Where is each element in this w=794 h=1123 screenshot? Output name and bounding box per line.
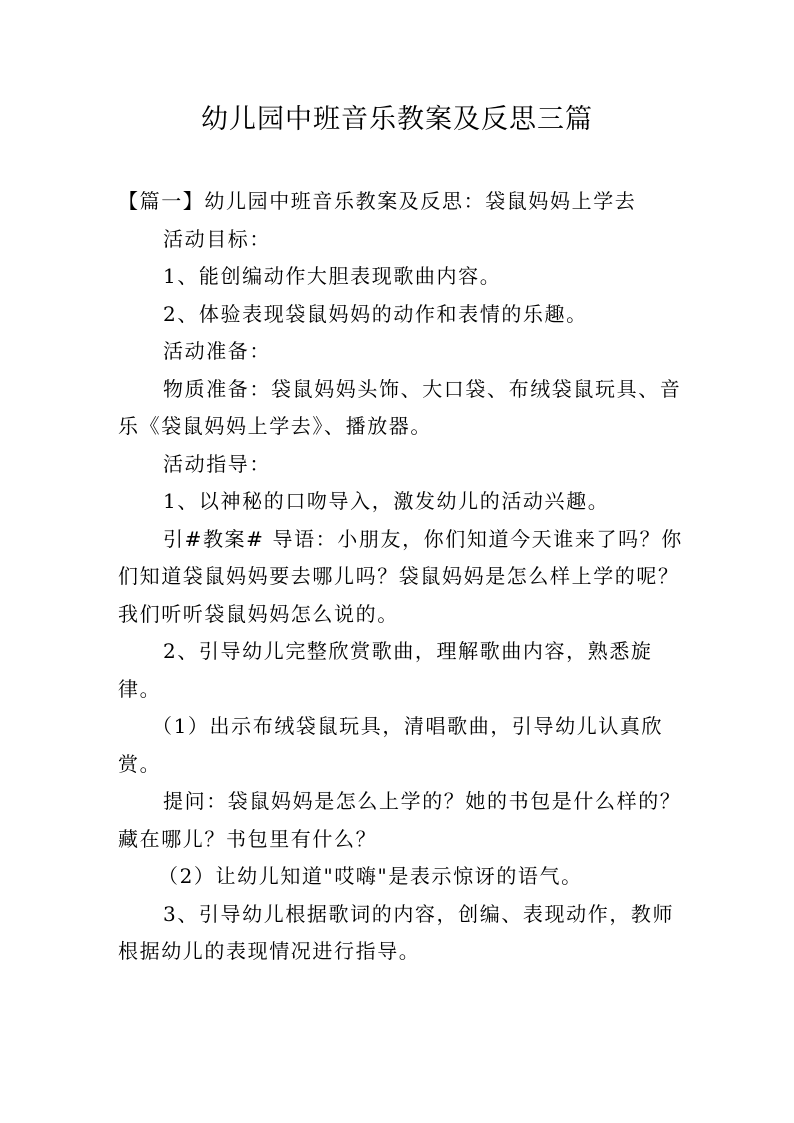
section-heading: 【篇一】幼儿园中班音乐教案及反思：袋鼠妈妈上学去: [118, 189, 637, 213]
paragraph: 2、引导幼儿完整欣赏歌曲，理解歌曲内容，熟悉旋律。: [118, 639, 653, 701]
paragraph: 活动准备：: [163, 339, 271, 363]
paragraph: 引#教案# 导语：小朋友，你们知道今天谁来了吗？你们知道袋鼠妈妈要去哪儿吗？袋鼠妈妈是怎么样上学的呢？我们听听袋鼠妈妈怎么说的。: [118, 526, 683, 626]
document-title: 幼儿园中班音乐教案及反思三篇: [201, 104, 593, 135]
paragraph: 提问：袋鼠妈妈是怎么上学的？她的书包是什么样的？藏在哪儿？书包里有什么？: [118, 789, 682, 851]
paragraph: 3、引导幼儿根据歌词的内容，创编、表现动作，教师根据幼儿的表现情况进行指导。: [118, 901, 675, 963]
paragraph: 活动目标：: [163, 226, 271, 251]
paragraph: 物质准备：袋鼠妈妈头饰、大口袋、布绒袋鼠玩具、音乐《袋鼠妈妈上学去》、播放器。: [118, 376, 682, 438]
paragraph: 1、以神秘的口吻导入，激发幼儿的活动兴趣。: [163, 489, 610, 513]
paragraph: 活动指导：: [163, 451, 271, 476]
paragraph: 2、体验表现袋鼠妈妈的动作和表情的乐趣。: [163, 301, 588, 326]
paragraph: （2）让幼儿知道"哎嗨"是表示惊讶的语气。: [158, 864, 583, 888]
document-body: [118, 183, 692, 971]
paragraph: 1、能创编动作大胆表现歌曲内容。: [163, 264, 502, 288]
paragraph: （1）出示布绒袋鼠玩具，清唱歌曲，引导幼儿认真欣赏。: [118, 714, 664, 776]
